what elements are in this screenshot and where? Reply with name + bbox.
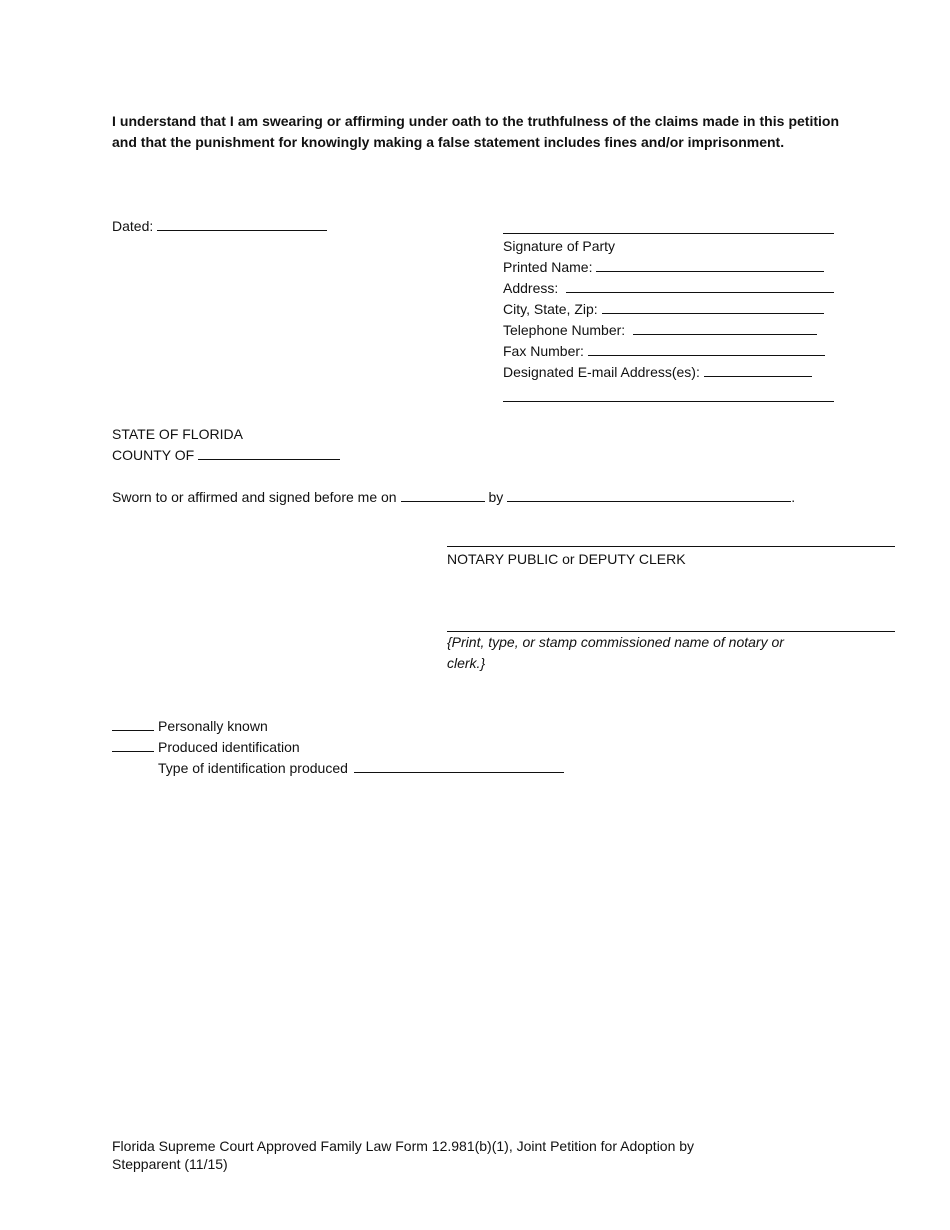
sworn-date-blank[interactable] bbox=[401, 487, 485, 502]
email-blank[interactable] bbox=[704, 362, 812, 377]
telephone-blank[interactable] bbox=[633, 320, 817, 335]
footer-line-2: Stepparent (11/15) bbox=[112, 1156, 228, 1172]
county-field bbox=[112, 445, 340, 465]
produced-id-option bbox=[112, 737, 300, 757]
notary-name-instruction-2: clerk.} bbox=[447, 655, 486, 671]
county-label: COUNTY OF bbox=[112, 447, 195, 463]
county-blank[interactable] bbox=[198, 445, 340, 460]
notary-name-instruction-1: {Print, type, or stamp commissioned name of notary or bbox=[447, 634, 784, 650]
telephone-label: Telephone Number: bbox=[503, 322, 626, 338]
footer-line-1: Florida Supreme Court Approved Family Law Form 12.981(b)(1), Joint Petition for Adoption by bbox=[112, 1138, 695, 1154]
printed-name-blank[interactable] bbox=[596, 257, 824, 272]
state-label: STATE OF FLORIDA bbox=[112, 426, 243, 442]
id-type-field bbox=[158, 758, 564, 778]
address-label: Address: bbox=[503, 280, 559, 296]
id-type-blank[interactable] bbox=[354, 758, 564, 773]
printed-name-label: Printed Name: bbox=[503, 259, 593, 275]
printed-name-field bbox=[503, 257, 824, 277]
personally-known-option bbox=[112, 716, 268, 736]
city-state-zip-label: City, State, Zip: bbox=[503, 301, 598, 317]
email-label: Designated E-mail Address(es): bbox=[503, 364, 700, 380]
produced-id-blank[interactable] bbox=[112, 737, 154, 752]
notary-signature-line[interactable] bbox=[447, 546, 895, 547]
produced-id-label: Produced identification bbox=[158, 739, 300, 755]
sworn-by-blank[interactable] bbox=[507, 487, 791, 502]
city-state-zip-blank[interactable] bbox=[602, 299, 824, 314]
personally-known-blank[interactable] bbox=[112, 716, 154, 731]
fax-label: Fax Number: bbox=[503, 343, 584, 359]
address-field bbox=[503, 278, 834, 298]
notary-label: NOTARY PUBLIC or DEPUTY CLERK bbox=[447, 551, 686, 567]
email-extra-line[interactable] bbox=[503, 401, 834, 402]
oath-statement: I understand that I am swearing or affirming under oath to the truthfulness of the claims made in this petition and that the punishment for knowingly making a false statement includes fines and/or imprisonment. bbox=[112, 113, 839, 150]
fax-field bbox=[503, 341, 825, 361]
city-state-zip-field bbox=[503, 299, 824, 319]
email-field bbox=[503, 362, 812, 382]
sworn-by: by bbox=[488, 489, 504, 505]
personally-known-label: Personally known bbox=[158, 718, 268, 734]
address-blank[interactable] bbox=[566, 278, 834, 293]
id-type-label: Type of identification produced bbox=[158, 760, 348, 776]
signature-line[interactable] bbox=[503, 233, 834, 234]
sworn-statement bbox=[112, 487, 795, 507]
dated-blank[interactable] bbox=[157, 216, 327, 231]
sworn-text: Sworn to or affirmed and signed before me on bbox=[112, 489, 397, 505]
fax-blank[interactable] bbox=[588, 341, 825, 356]
dated-field bbox=[112, 216, 327, 236]
signature-label: Signature of Party bbox=[503, 238, 616, 254]
dated-label: Dated: bbox=[112, 218, 154, 234]
sworn-end: . bbox=[791, 489, 796, 505]
telephone-field bbox=[503, 320, 817, 340]
